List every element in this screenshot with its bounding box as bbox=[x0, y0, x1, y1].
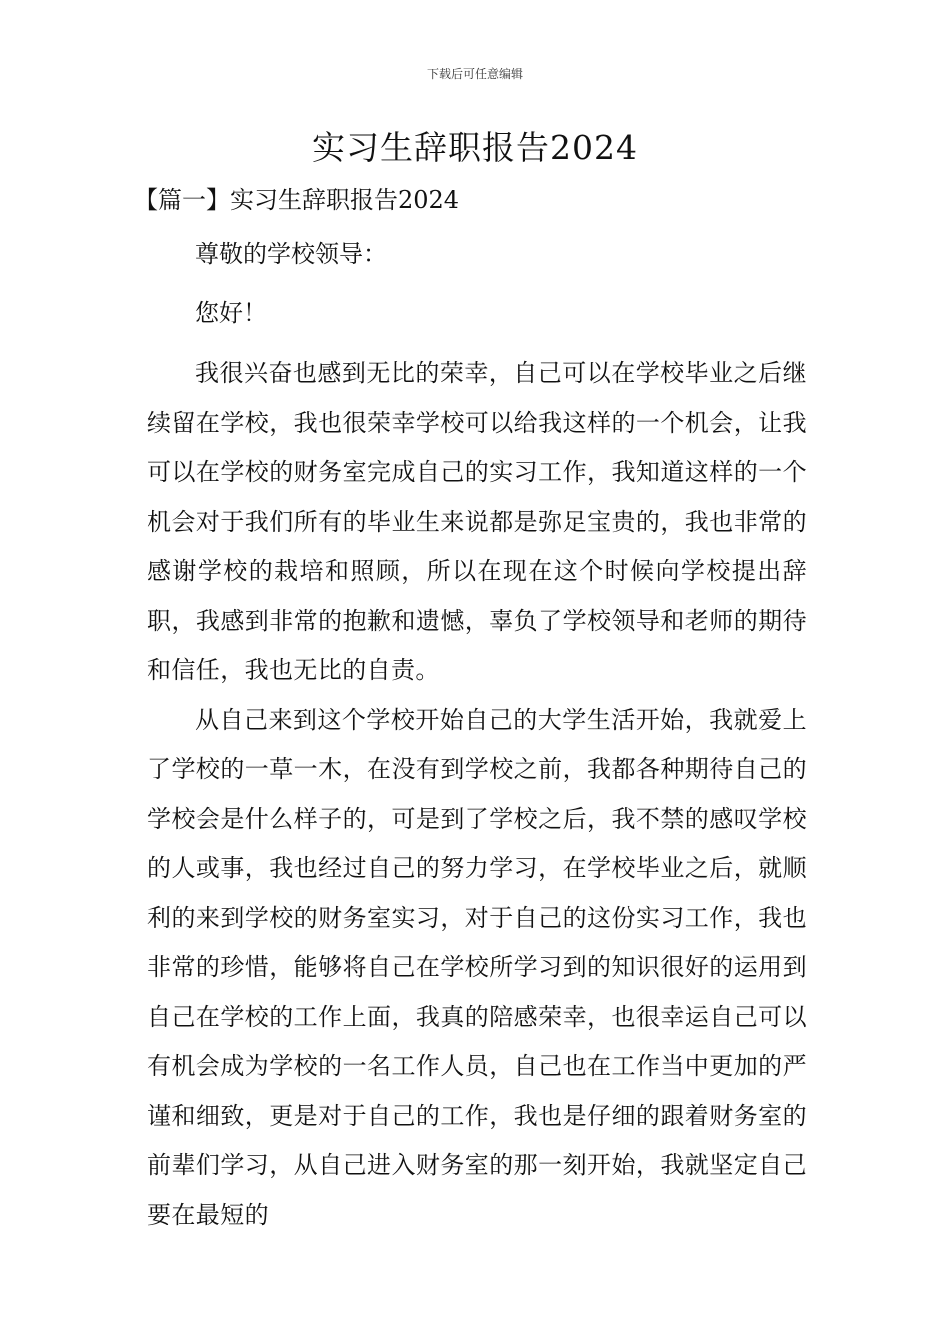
greeting: 您好！ bbox=[195, 299, 267, 327]
document-body bbox=[134, 180, 807, 1240]
body-paragraph: 我很兴奋也感到无比的荣幸，自己可以在学校毕业之后继续留在学校，我也很荣幸学校可以给我这样的一个机会，让我可以在学校的财务室完成自己的实习工作，我知道这样的一个机会对于我们所有的毕业生来说都是弥足宝贵的，我也非常的感谢学校的栽培和照顾，所以在现在这个时候向学校提出辞职，我感到非常的抱歉和遗憾，辜负了学校领导和老师的期待和信任，我也无比的自责。 bbox=[147, 359, 807, 684]
salutation: 尊敬的学校领导： bbox=[195, 240, 387, 268]
header-note: 下载后可任意编辑 bbox=[426, 67, 523, 81]
body-paragraph: 从自己来到这个学校开始自己的大学生活开始，我就爱上了学校的一草一木，在没有到学校之前，我都各种期待自己的学校会是什么样子的，可是到了学校之后，我不禁的感叹学校的人或事，我也经过自己的努力学习，在学校毕业之后，就顺利的来到学校的财务室实习，对于自己的这份实习工作，我也非常的珍惜，能够将自己在学校所学习到的知识很好的运用到自己在学校的工作上面，我真的陪感荣幸，也很幸运自己可以有机会成为学校的一名工作人员，自己也在工作当中更加的严谨和细致，更是对于自己的工作，我也是仔细的跟着财务室的前辈们学习，从自己进入财务室的那一刻开始，我就坚定自己要在最短的 bbox=[147, 705, 807, 1229]
document-title: 实习生辞职报告2024 bbox=[312, 128, 638, 167]
section-heading: 【篇一】实习生辞职报告2024 bbox=[134, 186, 460, 214]
